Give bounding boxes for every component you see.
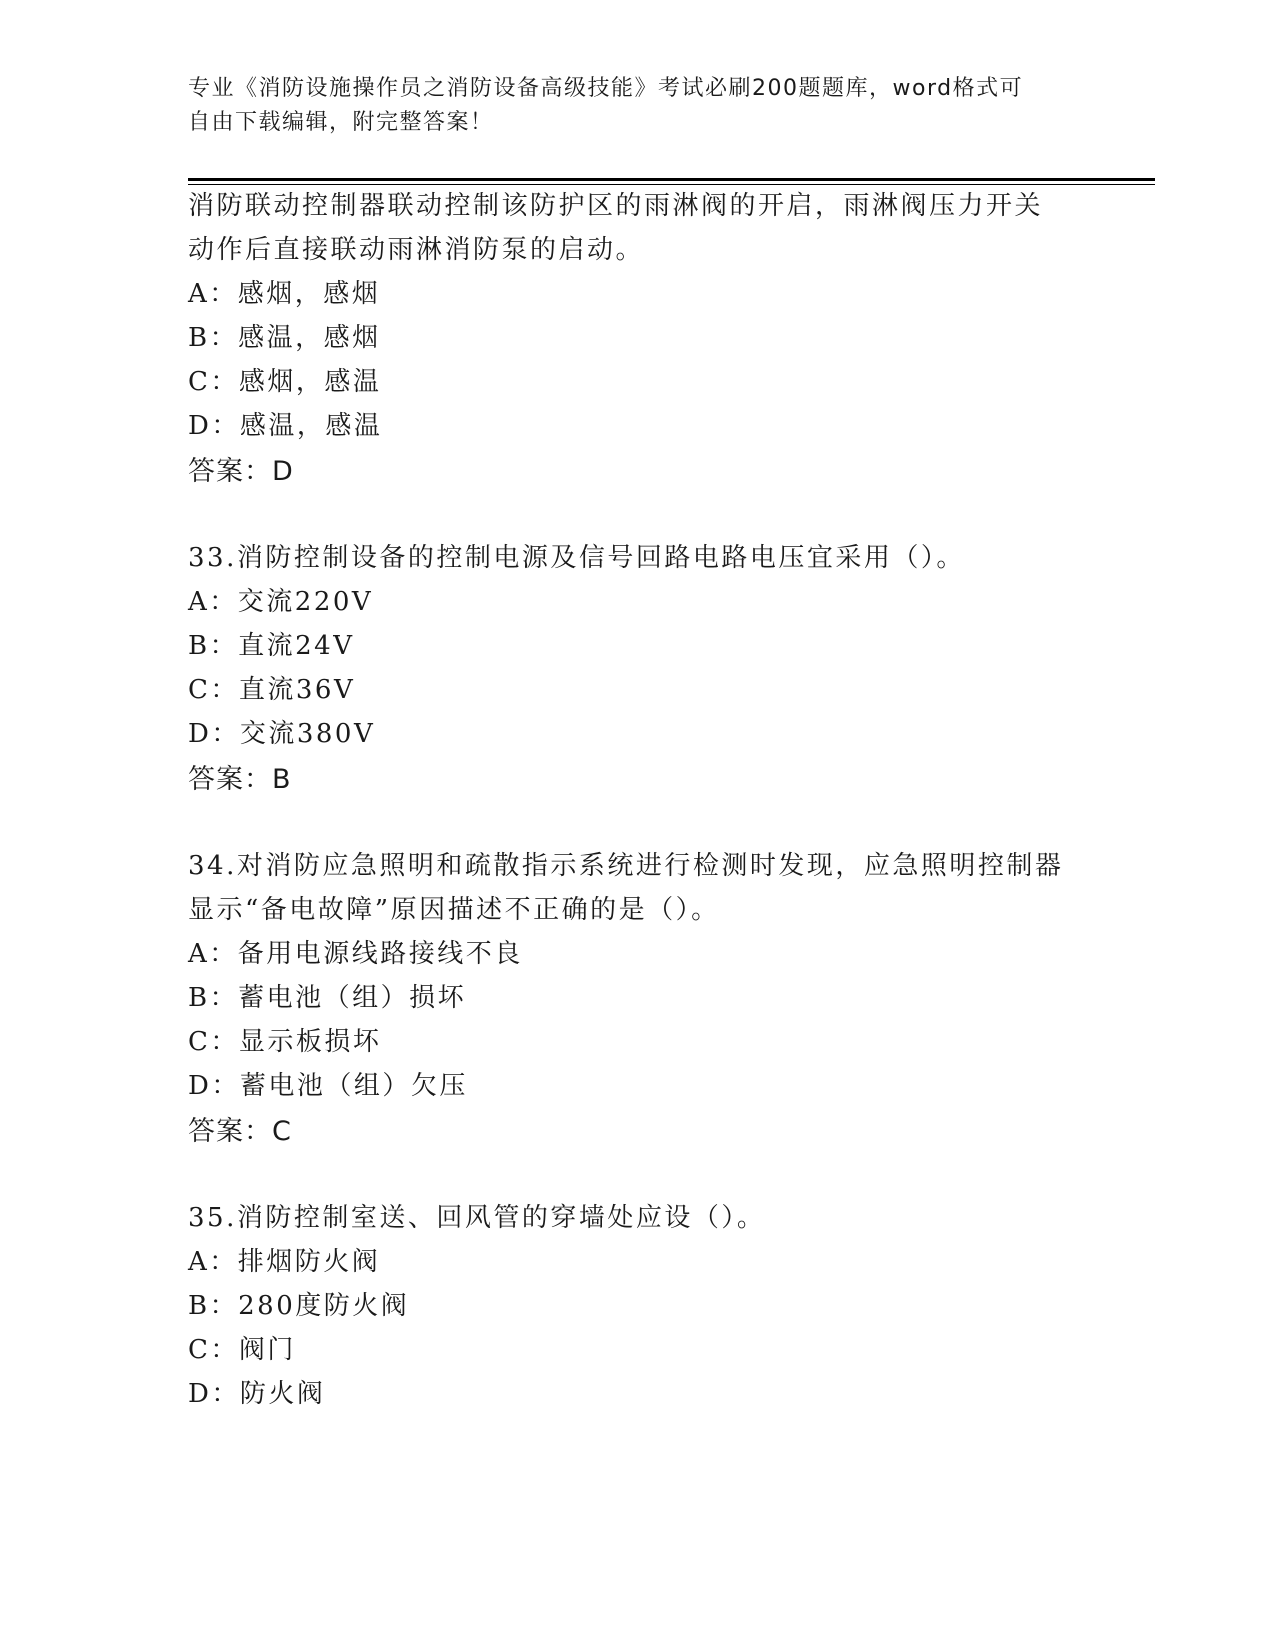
q32-option-c: C：感烟，感温 bbox=[188, 367, 382, 397]
q33-option-c: C：直流36V bbox=[188, 675, 356, 705]
q35-stem-line-1: 35.消防控制室送、回风管的穿墙处应设（）。 bbox=[188, 1203, 766, 1233]
q34-option-a: A：备用电源线路接线不良 bbox=[188, 939, 523, 969]
q32-option-a: A：感烟，感烟 bbox=[188, 279, 381, 309]
q33-stem-line-1: 33.消防控制设备的控制电源及信号回路电路电压宜采用（）。 bbox=[188, 543, 965, 573]
q34-answer: 答案：C bbox=[188, 1116, 292, 1147]
q32-stem-line-2: 动作后直接联动雨淋消防泵的启动。 bbox=[188, 235, 645, 265]
q35-option-b: B：280度防火阀 bbox=[188, 1291, 410, 1321]
q32-option-b: B：感温，感烟 bbox=[188, 323, 381, 353]
header-line-1: 专业《消防设施操作员之消防设备高级技能》考试必刷200题题库，word格式可 bbox=[188, 76, 1024, 101]
header-divider-thick bbox=[188, 178, 1155, 181]
q35-option-d: D：防火阀 bbox=[188, 1379, 326, 1409]
q34-stem-line-1: 34.对消防应急照明和疏散指示系统进行检测时发现，应急照明控制器 bbox=[188, 851, 1064, 881]
q34-option-b: B：蓄电池（组）损坏 bbox=[188, 983, 467, 1013]
q33-option-d: D：交流380V bbox=[188, 719, 376, 749]
q32-option-d: D：感温，感温 bbox=[188, 411, 383, 441]
q33-option-b: B：直流24V bbox=[188, 631, 355, 661]
q35-option-a: A：排烟防火阀 bbox=[188, 1247, 381, 1277]
q34-stem-line-2: 显示“备电故障”原因描述不正确的是（）。 bbox=[188, 895, 720, 925]
q32-answer: 答案：D bbox=[188, 456, 294, 487]
q35-option-c: C：阀门 bbox=[188, 1335, 296, 1365]
q34-option-c: C：显示板损坏 bbox=[188, 1027, 382, 1057]
q33-answer: 答案：B bbox=[188, 764, 292, 795]
q33-option-a: A：交流220V bbox=[188, 587, 374, 617]
q34-option-d: D：蓄电池（组）欠压 bbox=[188, 1071, 468, 1101]
header-line-2: 自由下载编辑，附完整答案！ bbox=[188, 110, 494, 135]
q32-stem-line-1: 消防联动控制器联动控制该防护区的雨淋阀的开启，雨淋阀压力开关 bbox=[188, 191, 1044, 221]
document-header bbox=[188, 72, 1088, 140]
